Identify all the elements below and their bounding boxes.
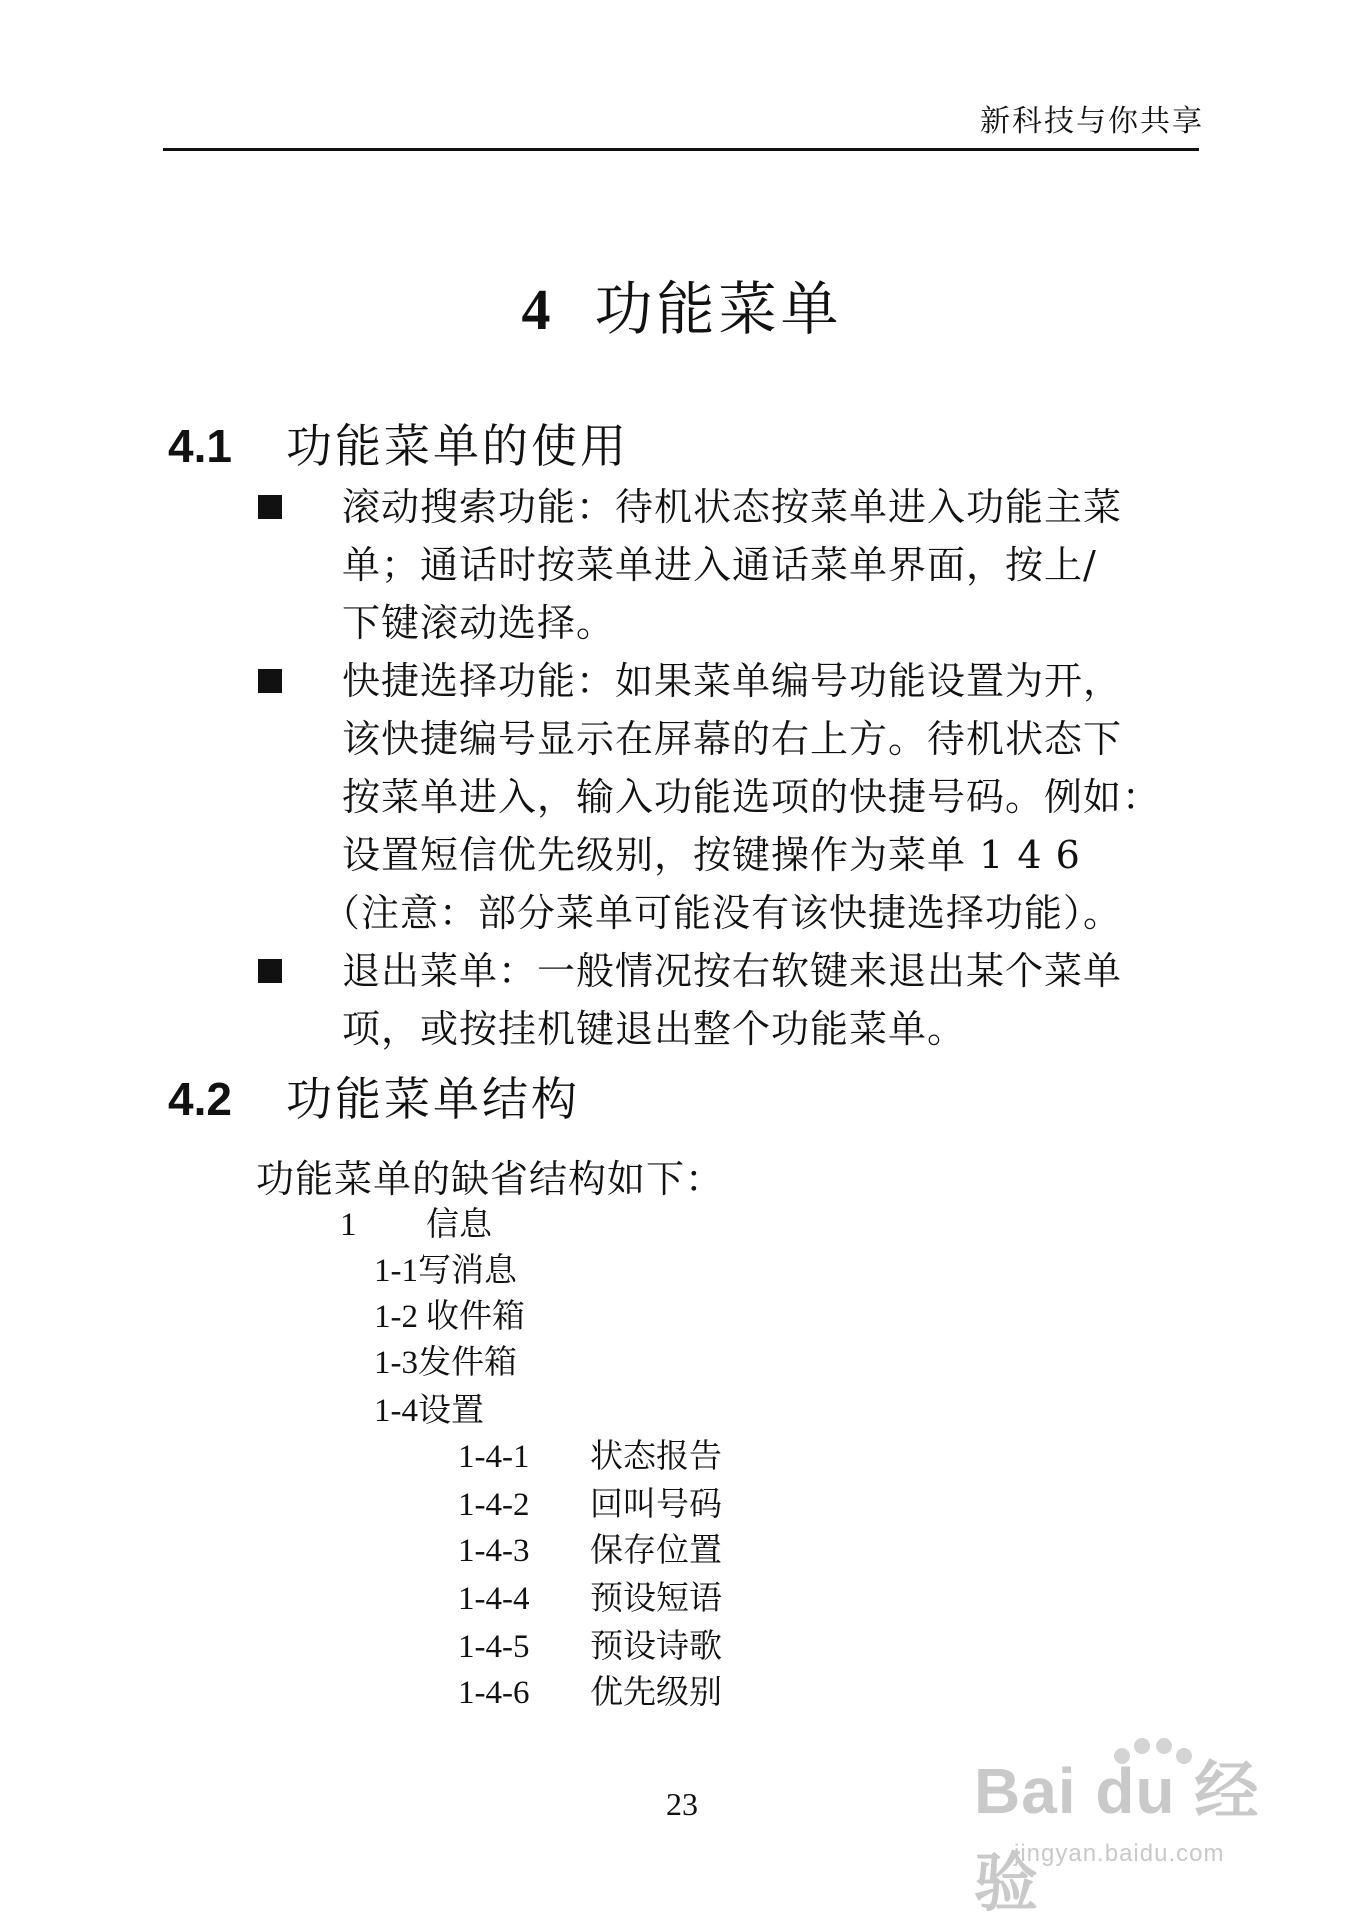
section-title: 功能菜单结构 xyxy=(286,1072,580,1126)
menu-code: 1-4-2 xyxy=(458,1487,530,1523)
menu-code: 1-4 xyxy=(374,1393,418,1429)
menu-code: 1-4-1 xyxy=(458,1439,530,1475)
menu-item xyxy=(374,1250,517,1291)
bullet-line: 退出菜单：一般情况按右软键来退出某个菜单 xyxy=(342,949,1123,993)
menu-label: 收件箱 xyxy=(426,1296,525,1335)
baidu-jingyan-watermark xyxy=(974,1740,1274,1919)
menu-label: 状态报告 xyxy=(590,1436,722,1475)
menu-code: 1 xyxy=(340,1207,357,1243)
bullet-line: 按菜单进入，输入功能选项的快捷号码。例如： xyxy=(342,775,1162,819)
menu-code: 1-4-4 xyxy=(458,1581,530,1617)
section-heading-4-2 xyxy=(168,1063,580,1129)
section-number: 4.2 xyxy=(168,1073,232,1125)
menu-label: 预设诗歌 xyxy=(590,1626,722,1665)
square-bullet-icon xyxy=(258,959,282,983)
menu-label: 优先级别 xyxy=(590,1672,722,1711)
menu-code: 1-1 xyxy=(374,1253,418,1289)
menu-item xyxy=(458,1530,722,1571)
bullet-line: 快捷选择功能：如果菜单编号功能设置为开， xyxy=(342,659,1123,703)
bullet-item xyxy=(258,942,1196,1058)
bullet-item xyxy=(258,652,1196,942)
running-header: 新科技与你共享 xyxy=(980,104,1204,139)
menu-label: 信息 xyxy=(426,1204,492,1243)
menu-item xyxy=(458,1436,722,1477)
menu-item xyxy=(458,1672,722,1713)
menu-code: 1-4-5 xyxy=(458,1629,530,1665)
menu-label: 回叫号码 xyxy=(590,1484,722,1523)
watermark-url: jingyan.baidu.com xyxy=(1014,1840,1225,1867)
menu-item xyxy=(340,1204,492,1245)
menu-code: 1-4-3 xyxy=(458,1533,530,1569)
menu-code: 1-2 xyxy=(374,1299,418,1335)
menu-item xyxy=(374,1342,517,1383)
menu-label: 保存位置 xyxy=(590,1530,722,1569)
chapter-title xyxy=(0,262,1364,346)
bullet-line: 下键滚动选择。 xyxy=(342,601,616,645)
bullet-line: （注意：部分菜单可能没有该快捷选择功能）。 xyxy=(322,891,1123,935)
bullet-line: 项，或按挂机键退出整个功能菜单。 xyxy=(342,1007,967,1051)
menu-item xyxy=(374,1296,525,1337)
header-rule xyxy=(163,148,1199,151)
menu-structure-intro: 功能菜单的缺省结构如下： xyxy=(256,1157,725,1201)
menu-label: 预设短语 xyxy=(590,1578,722,1617)
bullet-item xyxy=(258,478,1196,652)
bullet-line: 滚动搜索功能：待机状态按菜单进入功能主菜 xyxy=(342,485,1123,529)
menu-item xyxy=(458,1626,722,1667)
bullet-line: 该快捷编号显示在屏幕的右上方。待机状态下 xyxy=(342,717,1123,761)
menu-code: 1-3 xyxy=(374,1345,418,1381)
square-bullet-icon xyxy=(258,495,282,519)
bullet-line: 设置短信优先级别，按键操作为菜单 1 4 6 xyxy=(342,833,1081,877)
menu-item xyxy=(374,1390,484,1431)
page-number: 23 xyxy=(666,1786,698,1822)
menu-item xyxy=(458,1578,722,1619)
chapter-title-text: 功能菜单 xyxy=(594,275,843,343)
menu-label: 设置 xyxy=(418,1390,484,1429)
menu-code: 1-4-6 xyxy=(458,1675,530,1711)
menu-label: 发件箱 xyxy=(418,1342,517,1381)
menu-label: 写消息 xyxy=(418,1250,517,1289)
section-number: 4.1 xyxy=(168,420,232,472)
section-heading-4-1 xyxy=(168,410,629,476)
menu-item xyxy=(458,1484,722,1525)
chapter-number: 4 xyxy=(521,277,555,342)
square-bullet-icon xyxy=(258,669,282,693)
section-title: 功能菜单的使用 xyxy=(286,419,629,473)
watermark-logo: Bai du 经验 xyxy=(974,1755,1260,1919)
bullet-line: 单；通话时按菜单进入通话菜单界面，按上/ xyxy=(342,543,1097,587)
